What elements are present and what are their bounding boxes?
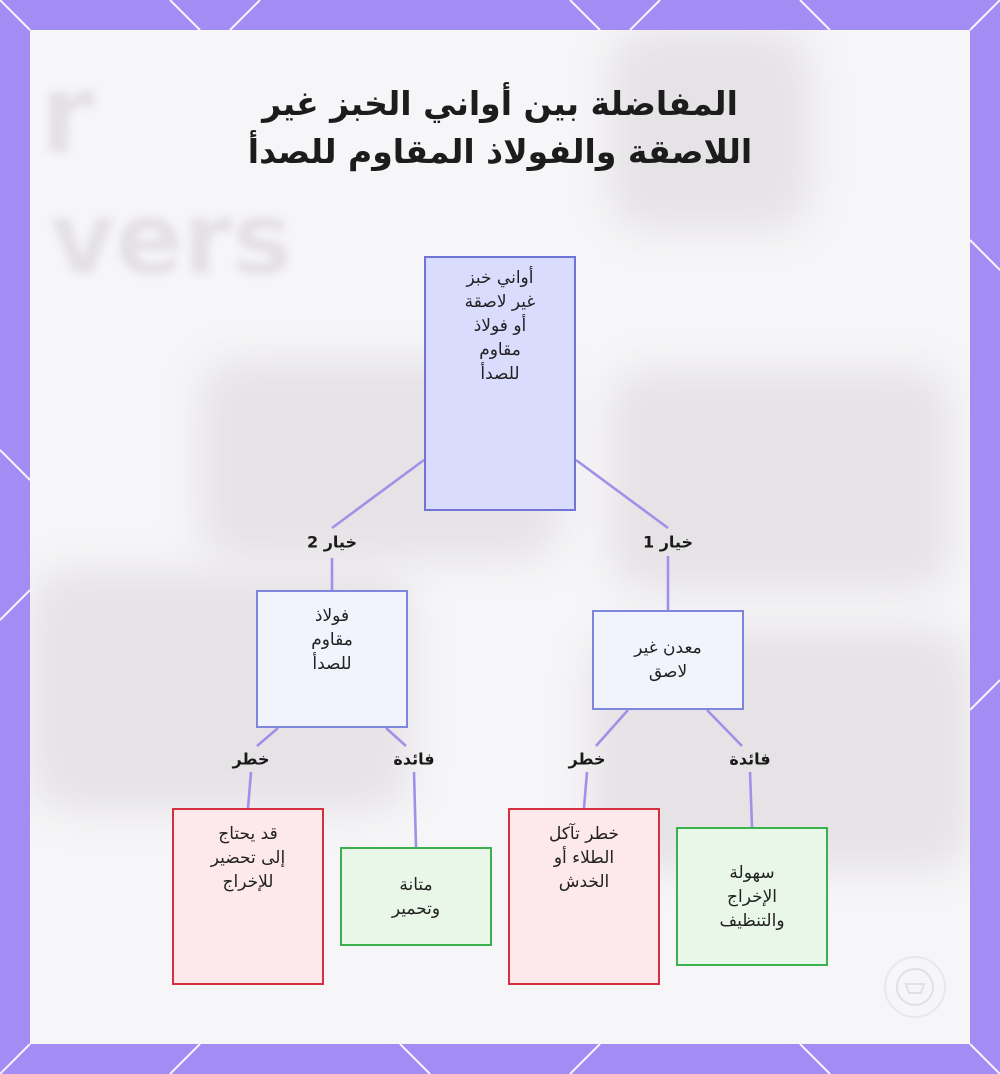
edge-label-nonstick-benefit: فائدة: [729, 749, 771, 769]
node-steel-risk: [172, 808, 324, 985]
edge-label-option-2: خيار 2: [307, 532, 357, 552]
diagram-title: المفاضلة بين أواني الخبز غير اللاصقة والفولاذ المقاوم للصدأ: [247, 84, 753, 171]
logo-badge-glyph: [886, 958, 944, 1016]
node-steel-benefit: [340, 847, 492, 946]
node-stainless-steel: [256, 590, 408, 728]
node-nonstick-benefit-text: سهولة الإخراج والتنظيف: [719, 862, 785, 931]
node-nonstick-risk: [508, 808, 660, 985]
edge-root-steel: [332, 460, 424, 528]
edge-steel-risk: [257, 728, 278, 746]
node-nonstick-risk-text: خطر تآكل الطلاء أو الخدش: [548, 824, 620, 892]
edge-label-steel-benefit: فائدة: [393, 749, 435, 769]
edge-root-nonstick: [576, 460, 668, 528]
node-nonstick-metal: [592, 610, 744, 710]
edge-label-nonstick-risk: خطر: [568, 749, 606, 769]
node-root-text: أواني خبز غير لاصقة أو فولاذ مقاوم للصدأ: [464, 268, 536, 384]
edge-steel-benefit: [386, 728, 406, 746]
node-steel-risk-text: قد يحتاج إلى تحضير للإخراج: [210, 824, 286, 892]
node-stainless-steel-text: فولاذ مقاوم للصدأ: [311, 606, 353, 674]
edge-label-steel-risk: خطر: [232, 749, 270, 769]
watermark-text: vers: [50, 180, 292, 297]
node-root-question: [424, 256, 576, 511]
edge-label-option-1: خيار 1: [643, 532, 693, 552]
node-steel-benefit-text: متانة وتحمير: [391, 874, 441, 919]
watermark-text: r: [40, 50, 95, 178]
edge-nonstick-benefit: [707, 710, 742, 746]
edge-nonstick-risk: [584, 772, 587, 808]
node-nonstick-metal-text: معدن غير لاصق: [634, 638, 702, 682]
edge-steel-benefit: [414, 772, 416, 847]
edge-nonstick-benefit: [750, 772, 752, 827]
edge-nonstick-risk: [596, 710, 628, 746]
logo-badge-icon: [884, 956, 946, 1018]
node-nonstick-benefit: [676, 827, 828, 966]
edge-steel-risk: [248, 772, 251, 808]
